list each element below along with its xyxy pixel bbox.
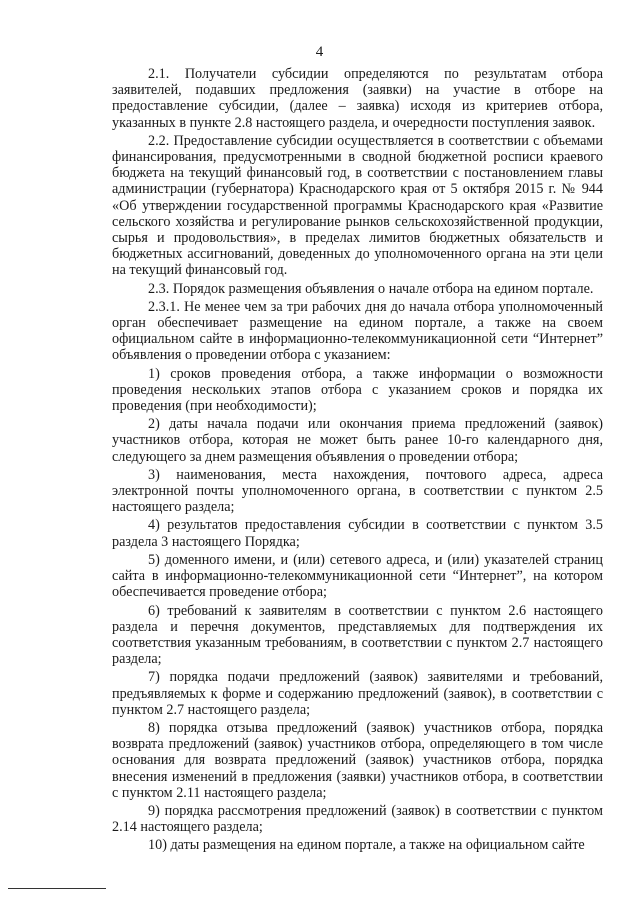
list-item-9: 9) порядка рассмотрения предложений (заявок) в соответствии с пунктом 2.14 настоящего раздела; xyxy=(112,802,603,836)
list-item-6: 6) требований к заявителям в соответствии с пунктом 2.6 настоящего раздела и перечня документов, представляемых для подтверждения их соответствия указанным требованиям, в соответствии с пунктом 2.7 настоящего раздела; xyxy=(112,602,603,668)
list-item-1: 1) сроков проведения отбора, а также информации о возможности проведения нескольких этапов отбора с указанием сроков и порядка их проведения (при необходимости); xyxy=(112,365,603,415)
list-item-7: 7) порядка подачи предложений (заявок) заявителями и требований, предъявляемых к форме и содержанию предложений (заявок), в соответствии с пунктом 2.7 настоящего раздела; xyxy=(112,669,603,718)
list-item-5: 5) доменного имени, и (или) сетевого адреса, и (или) указателей страниц сайта в информационно-телекоммуникационной сети “Интернет”, на котором обеспечивается проведение отбора; xyxy=(112,551,603,601)
paragraph-2-2: 2.2. Предоставление субсидии осуществляется в соответствии с объемами финансирования, предусмотренными в сводной бюджетной росписи краевого бюджета на текущий финансовый год, в соответствии с постановлением главы администрации (губернатора) Краснодарского края от 5 октября 2015 г. № 944 «Об утверждении государственной программы Краснодарского края «Развитие сельского хозяйства и регулирование рынков сельскохозяйственной продукции, сырья и продовольствия», в пределах лимитов бюджетных обязательств и бюджетных ассигнований, доведенных до уполномоченного органа на эти цели на текущий финансовый год. xyxy=(112,132,603,279)
paragraph-2-1: 2.1. Получатели субсидии определяются по результатам отбора заявителей, подавших предложения (заявки) на участие в отборе на предоставление субсидии, (далее – заявка) исходя из критериев отбора, указанных в пункте 2.8 настоящего раздела, и очередности поступления заявок. xyxy=(112,66,603,131)
document-body xyxy=(112,66,603,856)
list-item-3: 3) наименования, места нахождения, почтового адреса, адреса электронной почты уполномоченного органа, в соответствии с пунктом 2.5 настоящего раздела; xyxy=(112,466,603,516)
page-number: 4 xyxy=(315,44,324,60)
paragraph-2-3: 2.3. Порядок размещения объявления о начале отбора на едином портале. xyxy=(148,280,594,297)
footnote-separator xyxy=(8,888,106,889)
list-item-4: 4) результатов предоставления субсидии в соответствии с пунктом 3.5 раздела 3 настоящего Порядка; xyxy=(112,517,603,550)
list-item-2: 2) даты начала подачи или окончания приема предложений (заявок) участников отбора, которая не может быть ранее 10-го календарного дня, следующего за днем размещения объявления о проведении отбора; xyxy=(112,416,603,465)
list-item-8: 8) порядка отзыва предложений (заявок) участников отбора, порядка возврата предложений (заявок) участников отбора, определяющего в том числе основания для возврата предложений (заявок) участников отбора, порядка внесения изменений в предложения (заявки) участников отбора, в соответствии с пунктом 2.11 настоящего раздела; xyxy=(112,719,603,801)
list-item-10: 10) даты размещения на едином портале, а также на официальном сайте xyxy=(148,837,585,854)
paragraph-2-3-1: 2.3.1. Не менее чем за три рабочих дня до начала отбора уполномоченный орган обеспечивает размещение на едином портале, а также на своем официальном сайте в информационно-телекоммуникационной сети “Интернет” объявления о проведении отбора с указанием: xyxy=(112,298,603,364)
